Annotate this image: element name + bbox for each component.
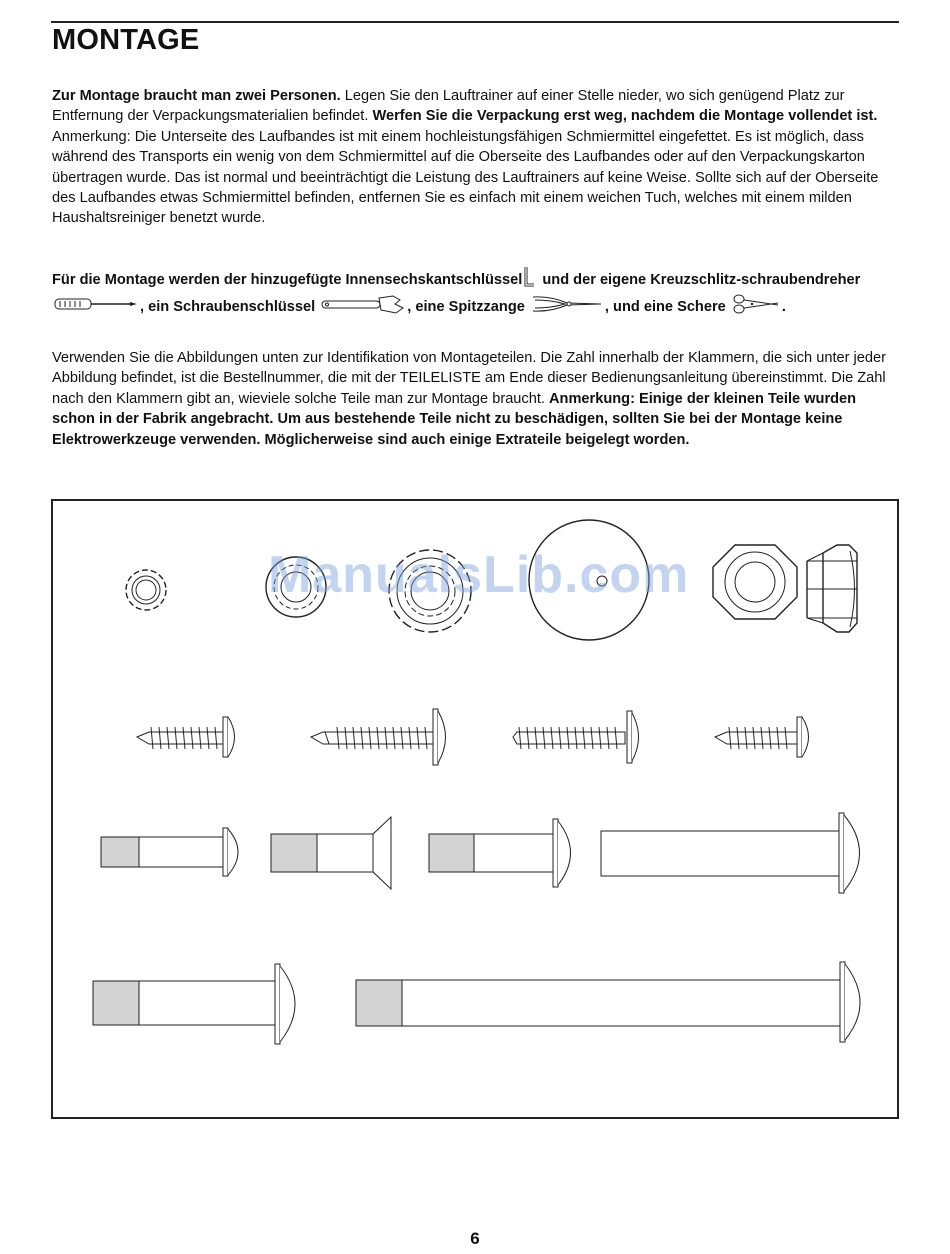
parts-text-1: Verwenden Sie die Abbildungen unten zur Identifikation von Montageteilen. Die Zahl innerhalb der Klammern, die sich unter jeder Abbildung befindet, ist die Bestellnummer, die mit der TEILELISTE am Ende dieser Bedienungsanleitung übereinstimmt. Die Zahl nach den Klammern gibt an, wieviele solche Teile man zur Montage braucht. [52, 350, 886, 407]
screw-4 [715, 717, 809, 757]
header-rule [51, 21, 899, 23]
intro-bold-1: Zur Montage braucht man zwei Personen. [52, 88, 341, 104]
page-number: 6 [470, 1229, 480, 1248]
scissors-icon [732, 294, 780, 320]
bolt-5 [93, 964, 295, 1044]
screw-1 [137, 717, 235, 757]
tools-text-3: , ein Schraubenschlüssel [140, 299, 316, 316]
flat-head-bolt [271, 817, 391, 889]
hex-nut [713, 545, 797, 619]
tools-text-2: und der eigene Kreuzschlitz-schraubendreher [538, 272, 861, 289]
bolt-1 [101, 828, 238, 876]
watermark: ManualsLib.com [268, 546, 690, 604]
screw-2 [311, 709, 446, 765]
parts-paragraph [52, 348, 902, 450]
bolt-6 [356, 962, 860, 1042]
tools-paragraph [52, 266, 902, 321]
tools-text-6: . [781, 299, 786, 316]
needle-nose-pliers-icon [531, 294, 603, 320]
nylon-lock-nut [807, 545, 857, 632]
wrench-icon [321, 294, 405, 320]
bolt-4 [601, 813, 860, 893]
tools-text-5: , und eine Schere [604, 299, 726, 316]
intro-text-1: Legen Sie den Lauftrainer auf einer Stelle nieder, wo sich genügend Platz zur Entfernung der Verpackungsmaterialien befindet. [52, 88, 845, 125]
intro-paragraph [52, 86, 902, 229]
star-washer-small [126, 570, 166, 610]
tools-text-4: , eine Spitzzange [407, 299, 525, 316]
tools-text-1: Für die Montage werden der hinzugefügte Innensechskantschlüssel [52, 272, 523, 289]
intro-text-2: Anmerkung: Die Unterseite des Laufbandes ist mit einem hochleistungsfähigen Schmiermittel eingefettet. Es ist möglich, dass während des Transports ein wenig von dem Schmiermittel auf die Oberseite des Laufbandes oder auf den Verpackungskarton übertragen wurde. Das ist normal und beeinträchtigt die Leistung des Lauftrainers auf keine Weise. Sollte sich auf der Oberseite des Laufbandes etwas Schmiermittel befinden, entfernen Sie es einfach mit einem weichen Tuch, welches mit einem milden Haushaltsreiniger benetzt wurde. [52, 128, 879, 227]
screw-3 [513, 711, 639, 763]
parts-bold-1: Anmerkung: Einige der kleinen Teile wurden schon in der Fabrik angebracht. Um aus bestehende Teile nicht zu beschädigen, sollten Sie bei der Montage keine Elektrowerkzeuge verwenden. Möglicherweise sind auch einige Extrateile beigelegt worden. [52, 390, 857, 448]
bolt-3 [429, 819, 571, 887]
allen-key-icon [524, 266, 536, 294]
page-title: MONTAGE [52, 24, 200, 56]
intro-bold-2: Werfen Sie die Verpackung erst weg, nachdem die Montage vollendet ist. [372, 108, 878, 125]
screwdriver-icon [54, 297, 138, 317]
